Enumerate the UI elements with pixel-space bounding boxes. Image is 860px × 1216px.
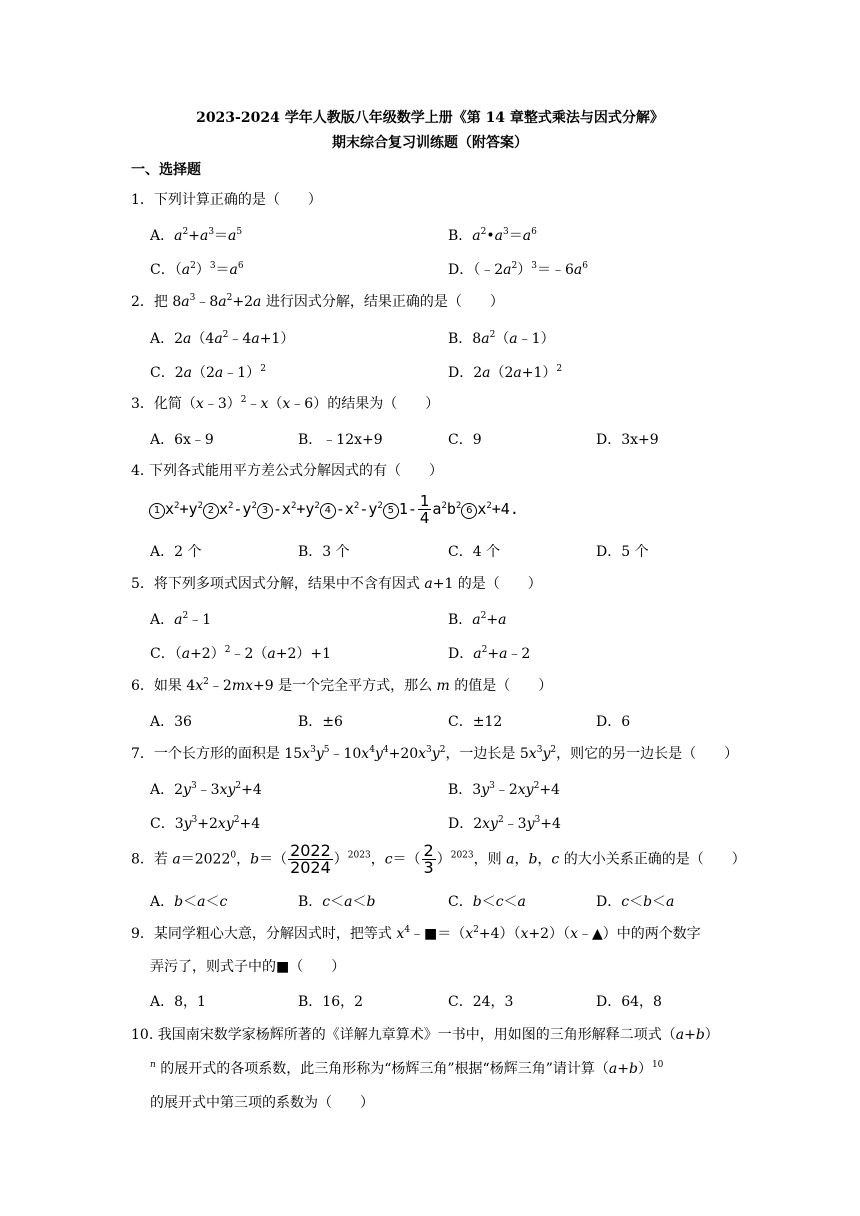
q8-option-c[interactable]: C．b＜c＜a — [448, 894, 526, 910]
q4-option-b[interactable]: B．3 个 — [298, 544, 350, 560]
q5-option-c[interactable]: C．$(a+2)^2﹣2(a+2)+1$ — [150, 645, 332, 662]
document-title-line2: 期末综合复习训练题（附答案） — [332, 135, 528, 151]
question-4-number: 4． — [131, 463, 154, 479]
question-10-line2: $^n$ 的展开式的各项系数，此三角形称为“杨辉三角”根据“杨辉三角”请计算$(a+b)^{10}$ — [150, 1060, 664, 1077]
q6-option-d[interactable]: D．6 — [596, 714, 631, 730]
question-6: 6．如果 $4x^2﹣2mx+9$ 是一个完全平方式，那么 m 的值是（ ） — [131, 677, 553, 694]
q1-option-c[interactable]: C．$(a^2)^3=a^6$ — [150, 261, 244, 278]
q7-option-a[interactable]: A．$2y^3﹣3xy^2+4$ — [150, 781, 262, 798]
q2-option-d[interactable]: D．$2a(2a+1)^2$ — [448, 364, 563, 381]
q5-option-b[interactable]: B．$a^2+a$ — [448, 611, 507, 628]
q2-option-b[interactable]: B．$8a^2(a﹣1)$ — [448, 330, 555, 347]
question-8: 8．若 $a=2022^0$，b＝（ $\frac{2022}{2024}$ ）$^{2023}$，c＝（ $\frac{2}{3}$ ）$^{2023}$，则 a，b，c 的大小关系正确的是（ ） — [131, 841, 746, 877]
question-4: 下列各式能用平方差公式分解因式的有（ ） — [149, 463, 443, 479]
q9-option-d[interactable]: D．64，8 — [596, 994, 662, 1010]
question-7: 7．一个长方形的面积是 $15x^3y^5﹣10x^4y^4+20x^3y^2$，一边长是 $5x^3y^2$，则它的另一边长是（ ） — [131, 745, 739, 762]
q6-option-b[interactable]: B．±6 — [298, 714, 343, 730]
q9-option-a[interactable]: A．8，1 — [150, 994, 206, 1010]
q5-option-d[interactable]: D．$a^2+a﹣2$ — [448, 645, 531, 662]
q5-option-a[interactable]: A．$a^2﹣1$ — [150, 611, 212, 628]
q1-option-d[interactable]: D．$(﹣2a^2)^3=﹣6a^6$ — [448, 261, 588, 278]
question-5: 5．将下列多项式因式分解，结果中不含有因式 a+1 的是（ ） — [131, 576, 542, 592]
section-heading: 一、选择题 — [131, 162, 201, 178]
question-1: 1．下列计算正确的是（ ） — [131, 192, 322, 208]
q3-option-b[interactable]: B．﹣12x+9 — [298, 432, 383, 448]
q9-option-c[interactable]: C．24，3 — [448, 994, 514, 1010]
q4-option-d[interactable]: D．5 个 — [596, 544, 649, 560]
question-9-line1: 9．某同学粗心大意，分解因式时，把等式 $x^4﹣■=(x^2+4)(x+2)(x﹣▲)$中的两个数字 — [131, 925, 701, 942]
q7-option-c[interactable]: C．$3y^3+2xy^2+4$ — [150, 815, 261, 832]
document-title-line1: 2023-2024 学年人教版八年级数学上册《第 14 章整式乘法与因式分解》 — [196, 110, 664, 126]
q4-option-c[interactable]: C．4 个 — [448, 544, 501, 560]
q6-option-a[interactable]: A．36 — [150, 714, 192, 730]
question-2: 2．把 $8a^3﹣8a^2+2a$ 进行因式分解，结果正确的是（ ） — [131, 293, 504, 310]
q8-option-d[interactable]: D．c＜b＜a — [596, 894, 675, 910]
q6-option-c[interactable]: C．±12 — [448, 714, 503, 730]
q3-option-d[interactable]: D．3x+9 — [596, 432, 659, 448]
q2-option-a[interactable]: A．$2a(4a^2﹣4a+1)$ — [150, 330, 295, 347]
q2-option-c[interactable]: C．2a（2a﹣1）$^2$ — [150, 364, 266, 381]
question-10-line1: 10. 我国南宋数学家杨辉所著的《详解九章算术》一书中，用如图的三角形解释二项式（a+b） — [131, 1027, 719, 1043]
q9-option-b[interactable]: B．16，2 — [298, 994, 364, 1010]
q4-expression-list: 1 $x^2+y^2$ 2 $x^2-y^2$ 3 $-x^2+y^2$ 4 $-x^2-y^2$ 5 1- $\frac{1}{4}$ $a^2b^2$ 6 $x^2+4$. — [149, 493, 519, 526]
question-9-line2: 弄污了，则式子中的■（ ） — [150, 959, 346, 975]
q8-option-a[interactable]: A．b＜a＜c — [150, 894, 228, 910]
q4-option-a[interactable]: A．2 个 — [150, 544, 202, 560]
q3-option-a[interactable]: A．6x﹣9 — [150, 432, 214, 448]
q1-option-a[interactable]: A．$a^2+a^3=a^5$ — [150, 227, 243, 244]
question-10-line3: 的展开式中第三项的系数为（ ） — [150, 1095, 374, 1111]
q1-option-b[interactable]: B．$a^2•a^3=a^6$ — [448, 227, 537, 244]
q7-option-b[interactable]: B．$3y^3﹣2xy^2+4$ — [448, 781, 560, 798]
q7-option-d[interactable]: D．$2xy^2﹣3y^3+4$ — [448, 815, 561, 832]
q3-option-c[interactable]: C．9 — [448, 432, 482, 448]
q8-option-b[interactable]: B．c＜a＜b — [298, 894, 376, 910]
question-3: 3．化简（x﹣3）$^2$﹣x（x﹣6）的结果为（ ） — [131, 395, 440, 412]
